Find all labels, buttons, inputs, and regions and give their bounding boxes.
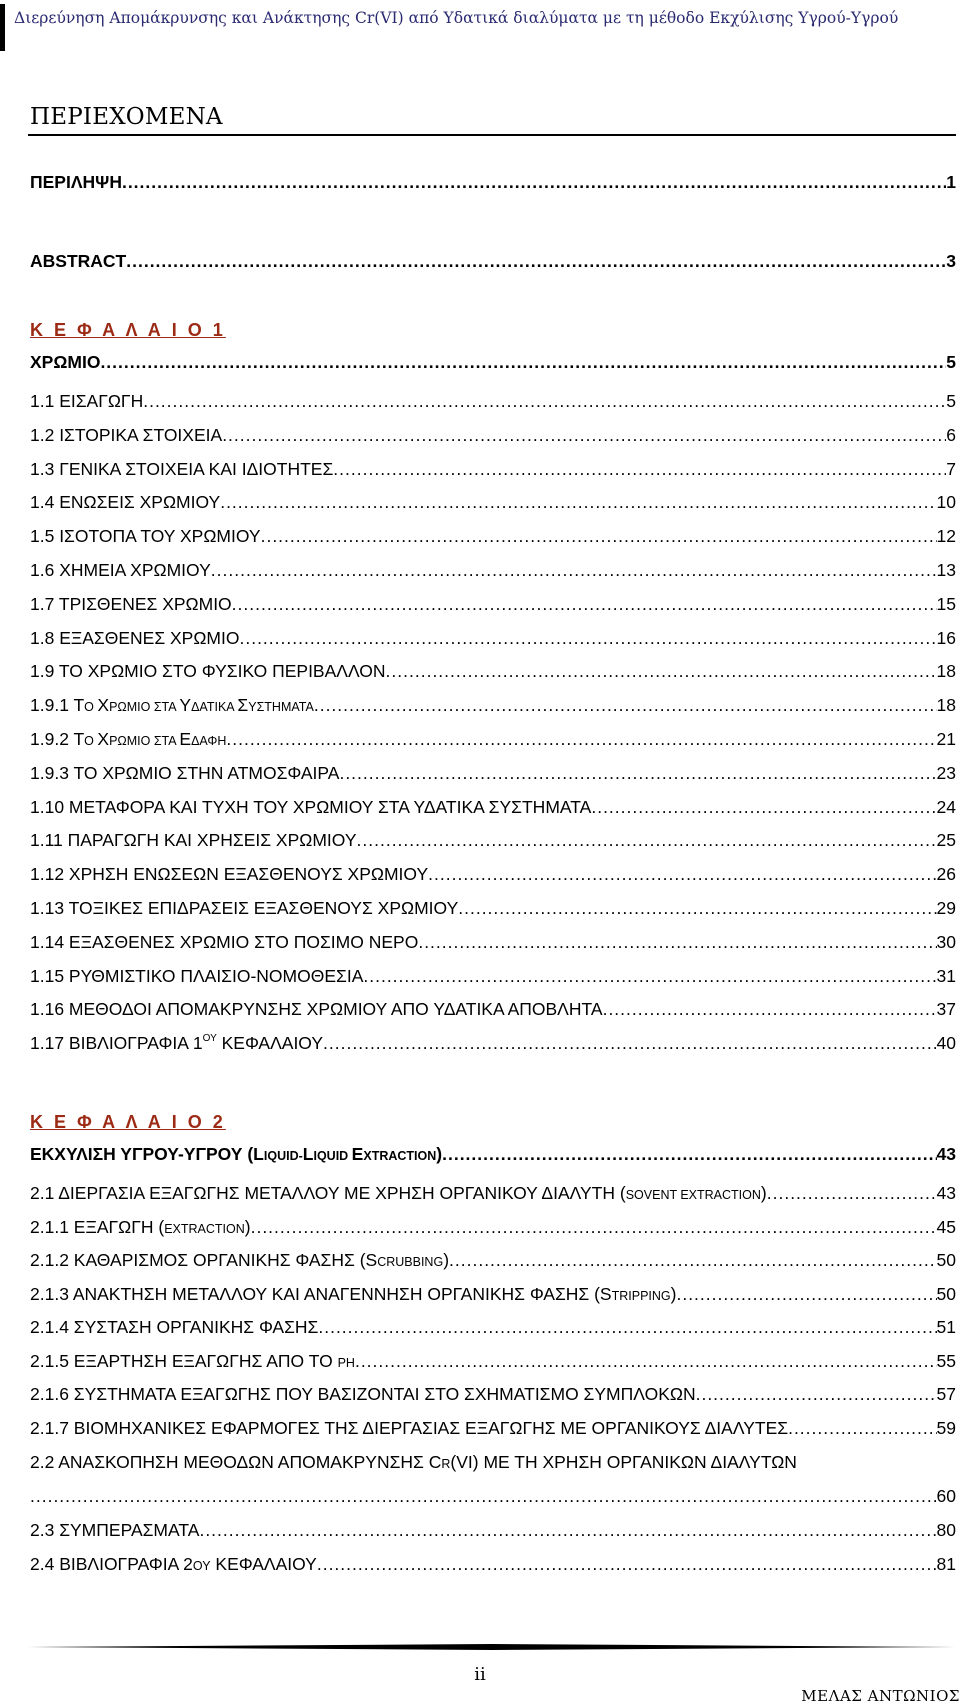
toc-page-number: 43 [936, 1144, 956, 1164]
toc-entry-capital: Χ [97, 695, 110, 716]
toc-entry-text: 1.7 ΤΡΙΣΘΕΝΕΣ ΧΡΩΜΙΟ [30, 593, 232, 614]
toc-entry[interactable] [30, 964, 956, 988]
toc-entry-title [30, 1518, 199, 1542]
toc-page-number: 5 [946, 352, 956, 372]
toc-entry-text: 1.8 ΕΞΑΣΘΕΝΕΣ ΧΡΩΜΙΟ [30, 627, 240, 648]
toc-entry-text-end: ) [670, 1283, 677, 1304]
toc-dot-leader [355, 1349, 937, 1373]
toc-entry-smallcaps: ΔΑΦΗ [191, 734, 227, 748]
toc-dot-leader [603, 997, 937, 1021]
toc-entry-text-end: ΚΕΦΑΛΑΙΟΥ [216, 1033, 324, 1054]
toc-entry-text: 1.15 ΡΥΘΜΙΣΤΙΚΟ ΠΛΑΙΣΙΟ-ΝΟΜΟΘΕΣΙΑ [30, 965, 364, 986]
toc-entry[interactable] [30, 1416, 956, 1440]
toc-entry-capital: Τ [73, 695, 85, 716]
toc-entry[interactable] [30, 761, 956, 785]
toc-entry-title [30, 558, 211, 582]
toc-entry[interactable] [30, 1552, 956, 1578]
toc-entry[interactable] [30, 423, 956, 447]
toc-dot-leader [357, 828, 937, 852]
toc-entry[interactable] [30, 1315, 956, 1339]
toc-entry-title [30, 930, 418, 954]
toc-entry-text: 1.9.1 [30, 695, 74, 716]
toc-dot-leader [449, 1248, 937, 1272]
toc-entry-title [30, 693, 314, 719]
toc-page-number: 13 [936, 560, 956, 580]
toc-entry[interactable] [30, 558, 956, 582]
toc-entry[interactable] [30, 389, 956, 413]
toc-dot-leader [251, 1215, 937, 1239]
toc-entry-text: 1.5 ΙΣΟΤΟΠΑ ΤΟΥ ΧΡΩΜΙΟΥ [30, 526, 261, 547]
toc-entry[interactable] [30, 1215, 956, 1241]
toc-entry-text: 2.4 ΒΙΒΛΙΟΓΡΑΦΙΑ 2 [30, 1553, 193, 1574]
toc-entry-smallcaps: IQUID [313, 1149, 352, 1163]
toc-entry-title [30, 1215, 251, 1241]
toc-entry-capital: Σ [237, 695, 249, 716]
toc-dot-leader [232, 592, 937, 616]
toc-entry-text: 1.6 ΧΗΜΕΙΑ ΧΡΩΜΙΟΥ [30, 560, 211, 580]
toc-dot-leader [767, 1181, 937, 1205]
toc-entry-title [30, 490, 220, 514]
toc-entry-smallcaps: CRUBBING [377, 1255, 444, 1269]
toc-page-number: 31 [936, 965, 956, 986]
toc-entry-title [30, 1282, 676, 1308]
toc-entry-smallcaps: SOVENT EXTRACTION [625, 1188, 761, 1202]
toc-page-number: 37 [936, 999, 956, 1020]
toc-entry-text: 1.2 ΙΣΤΟΡΙΚΑ ΣΤΟΙΧΕΙΑ [30, 424, 223, 445]
toc-dot-leader [591, 795, 936, 819]
toc-entry-smallcaps: ΟΥ [192, 1558, 211, 1573]
toc-entry-text: 2.2 ΑΝΑΣΚΟΠΗΣΗ ΜΕΘΟΔΩΝ ΑΠΟΜΑΚΡΥΝΣΗΣ C [30, 1452, 442, 1472]
toc-page-number: 15 [936, 593, 956, 614]
toc-entry[interactable] [30, 1484, 956, 1508]
toc-entry-text: 2.1.5 ΕΞΑΡΤΗΣΗ ΕΞΑΓΩΓΗΣ ΑΠΟ ΤΟ [30, 1350, 338, 1371]
toc-entry[interactable] [30, 795, 956, 819]
toc-dot-leader [226, 727, 936, 751]
toc-entry-text: 1.9.2 [30, 729, 74, 749]
toc-entry-title [30, 170, 122, 194]
toc-entry-text: 2.1.7 ΒΙΟΜΗΧΑΝΙΚΕΣ ΕΦΑΡΜΟΓΕΣ ΤΗΣ ΔΙΕΡΓΑΣΙΑΣ ΕΞΑΓΩΓΗΣ ΜΕ ΟΡΓΑΝΙΚΟΥΣ ΔΙΑΛΥΤΕΣ [30, 1417, 789, 1438]
toc-entry-text-end: ) [760, 1183, 767, 1203]
toc-dot-leader [363, 964, 936, 988]
toc-dot-leader [317, 1552, 937, 1576]
toc-entry-text: 1.17 ΒΙΒΛΙΟΓΡΑΦΙΑ 1 [30, 1033, 203, 1054]
toc-entry-title [30, 1349, 355, 1375]
toc-entry-smallcaps: ΥΣΤΗΜΑΤΑ [248, 700, 314, 715]
toc-page-number: 80 [936, 1520, 956, 1540]
toc-entry[interactable] [30, 727, 956, 753]
chapter-2-label: Κ Ε Φ Α Λ Α Ι Ο 2 [30, 1112, 226, 1132]
toc-entry-text: 1.3 ΓΕΝΙΚΑ ΣΤΟΙΧΕΙΑ ΚΑΙ ΙΔΙΟΤΗΤΕΣ [30, 458, 334, 479]
toc-entry-title [30, 592, 232, 616]
toc-entry[interactable] [30, 170, 956, 194]
toc-dot-leader [318, 1315, 936, 1339]
toc-dot-leader [458, 896, 936, 920]
toc-entry-text-end: ) [436, 1144, 443, 1164]
toc-entry-text: ΠΕΡΙΛΗΨΗ [30, 172, 122, 192]
toc-entry-title [30, 350, 100, 374]
toc-entry[interactable] [30, 457, 956, 481]
toc-dot-leader [788, 1416, 936, 1440]
toc-dot-leader [386, 659, 937, 683]
toc-entry-title [30, 659, 386, 683]
toc-entry-smallcaps: XTRACTION [363, 1149, 437, 1163]
toc-entry-title [30, 862, 428, 886]
toc-entry-title [30, 828, 357, 852]
toc-entry-text: 1.16 ΜΕΘΟΔΟΙ ΑΠΟΜΑΚΡΥΝΣΗΣ ΧΡΩΜΙΟΥ ΑΠΟ ΥΔΑΤΙΚΑ ΑΠΟΒΛΗΤΑ [30, 999, 603, 1020]
toc-entry[interactable] [30, 896, 956, 920]
toc-entry-superscript: ΟΥ [202, 1033, 217, 1045]
toc-entry-title [30, 626, 239, 650]
toc-entry-text: 2.1.2 ΚΑΘΑΡΙΣΜΟΣ ΟΡΓΑΝΙΚΗΣ ΦΑΣΗΣ (S [30, 1250, 378, 1270]
toc-entry[interactable] [30, 249, 956, 273]
toc-entry-title [30, 727, 226, 753]
toc-entry-text: 1.11 ΠΑΡΑΓΩΓΗ ΚΑΙ ΧΡΗΣΕΙΣ ΧΡΩΜΙΟΥ [30, 830, 357, 851]
toc-entry-title [30, 249, 126, 273]
toc-entry-text: 1.1 ΕΙΣΑΓΩΓΗ [30, 391, 144, 411]
toc-entry-text-end: ) [443, 1250, 450, 1270]
header-title: Διερεύνηση Απομάκρυνσης και Ανάκτησης Cr(VI) από Υδατικά διαλύματα με τη μέθοδο Εκχύλισης Υγρού-Υγρού [14, 9, 899, 27]
toc-entry[interactable] [30, 490, 956, 514]
toc-entry-title [30, 1416, 788, 1440]
toc-entry-title [30, 761, 339, 785]
toc-entry-smallcaps: ΡΩΜΙΟ ΣΤΑ [109, 700, 180, 715]
toc-entry-smallcaps: ΔΑΤΙΚΑ [191, 700, 238, 715]
toc-entry[interactable] [30, 828, 956, 852]
toc-entry-text: ΕΚΧΥΛΙΣΗ ΥΓΡΟΥ-ΥΓΡΟΥ ( [30, 1144, 254, 1164]
toc-dot-leader [30, 1484, 937, 1508]
toc-dot-leader [143, 389, 946, 413]
toc-dot-leader [428, 862, 936, 886]
toc-entry-title [30, 457, 333, 481]
toc-entry[interactable] [30, 1349, 956, 1375]
toc-page-number: 50 [936, 1250, 956, 1270]
toc-entry-text: 1.9.3 ΤΟ ΧΡΩΜΙΟ ΣΤΗΝ ΑΤΜΟΣΦΑΙΡΑ [30, 762, 340, 783]
toc-entry-text: 2.1.3 ΑΝΑΚΤΗΣΗ ΜΕΤΑΛΛΟΥ ΚΑΙ ΑΝΑΓΕΝΝΗΣΗ ΟΡΓΑΝΙΚΗΣ ΦΑΣΗΣ (S [30, 1283, 612, 1304]
toc-entry-capital: Χ [97, 729, 110, 749]
toc-entry-title [30, 1382, 696, 1406]
toc-entry-text: 1.9 ΤΟ ΧΡΩΜΙΟ ΣΤΟ ΦΥΣΙΚΟ ΠΕΡΙΒΑΛΛΟΝ [30, 661, 386, 682]
toc-entry-text: 1.10 ΜΕΤΑΦΟΡΑ ΚΑΙ ΤΥΧΗ ΤΟΥ ΧΡΩΜΙΟΥ ΣΤΑ ΥΔΑΤΙΚΑ ΣΥΣΤΗΜΑΤΑ [30, 796, 592, 817]
toc-dot-leader [418, 930, 936, 954]
toc-entry-smallcaps: IQUID- [263, 1149, 303, 1163]
toc-dot-leader [333, 457, 946, 481]
toc-entry-text-end: ) [244, 1216, 251, 1237]
toc-dot-leader [696, 1382, 937, 1406]
toc-dot-leader [220, 490, 936, 514]
toc-page-number: 10 [936, 492, 956, 513]
toc-page-number: 40 [936, 1033, 956, 1054]
toc-entry-title [30, 1552, 317, 1578]
toc-dot-leader [314, 693, 937, 717]
toc-page-number: 55 [936, 1350, 956, 1371]
toc-entry-smallcaps: Ο [84, 700, 98, 715]
toc-entry-capital: Ε [179, 729, 192, 749]
toc-entry-capital: E [351, 1144, 364, 1164]
toc-entry-smallcaps: R [441, 1457, 451, 1471]
toc-dot-leader [239, 626, 936, 650]
toc-dot-leader [126, 249, 946, 273]
toc-page-number: 23 [936, 762, 956, 783]
running-header [0, 0, 960, 40]
toc-entry-text: 1.12 ΧΡΗΣΗ ΕΝΩΣΕΩΝ ΕΞΑΣΘΕΝΟΥΣ ΧΡΩΜΙΟΥ [30, 864, 429, 885]
toc-dot-leader [323, 1031, 936, 1055]
toc-dot-leader [676, 1282, 936, 1306]
toc-page-number: 60 [936, 1486, 956, 1506]
toc-entry-wrapped-title[interactable] [30, 1450, 956, 1476]
toc-entry-title [30, 896, 458, 920]
toc-entry-title [30, 1031, 323, 1059]
toc-entry-text: 1.14 ΕΞΑΣΘΕΝΕΣ ΧΡΩΜΙΟ ΣΤΟ ΠΟΣΙΜΟ ΝΕΡΟ [30, 931, 419, 952]
toc-page-number: 43 [936, 1183, 956, 1203]
toc-dot-leader [211, 558, 937, 582]
toc-entry-smallcaps: PH [337, 1355, 355, 1370]
toc-entry-text: 2.1.6 ΣΥΣΤΗΜΑΤΑ ΕΞΑΓΩΓΗΣ ΠΟΥ ΒΑΣΙΖΟΝΤΑΙ ΣΤΟ ΣΧΗΜΑΤΙΣΜΟ ΣΥΜΠΛΟΚΩΝ [30, 1384, 696, 1404]
toc-entry-title [30, 1315, 318, 1339]
toc-entry-text: 2.1.4 ΣΥΣΤΑΣΗ ΟΡΓΑΝΙΚΗΣ ΦΑΣΗΣ [30, 1317, 319, 1337]
toc-entry[interactable] [30, 862, 956, 886]
footer-rule [28, 1644, 956, 1650]
toc-heading: ΠΕΡΙΕΧΟΜΕΝΑ [30, 104, 223, 130]
toc-page-number: 16 [936, 627, 956, 648]
toc-entry-title [30, 964, 363, 988]
toc-entry-capital: L [253, 1144, 264, 1164]
toc-dot-leader [261, 524, 937, 548]
toc-entry-smallcaps: EXTRACTION [164, 1221, 245, 1236]
toc-entry-title [30, 389, 143, 413]
toc-entry[interactable] [30, 930, 956, 954]
toc-page-number: 29 [936, 898, 956, 918]
toc-dot-leader [339, 761, 936, 785]
toc-entry-text: 1.4 ΕΝΩΣΕΙΣ ΧΡΩΜΙΟΥ [30, 492, 221, 513]
toc-entry-smallcaps: Ο [84, 734, 98, 748]
toc-entry-text-end: ΚΕΦΑΛΑΙΟΥ [210, 1553, 317, 1574]
toc-entry-text: ABSTRACT [30, 251, 127, 271]
toc-page-number: 59 [936, 1417, 956, 1438]
toc-entry-capital: L [302, 1144, 314, 1164]
toc-entry-capital: Υ [179, 695, 192, 716]
toc-entry[interactable] [30, 693, 956, 719]
toc-entry-text: ΧΡΩΜΙΟ [30, 352, 101, 372]
chapter-1-label: Κ Ε Φ Α Λ Α Ι Ο 1 [30, 320, 226, 340]
author-name: ΜΕΛΑΣ ΑΝΤΩΝΙΟΣ [801, 1687, 960, 1705]
toc-entry-title [30, 1181, 767, 1207]
toc-entry-text: 2.3 ΣΥΜΠΕΡΑΣΜΑΤΑ [30, 1520, 200, 1540]
toc-entry[interactable] [30, 626, 956, 650]
toc-page-number: 3 [946, 251, 956, 271]
toc-entry[interactable] [30, 1518, 956, 1542]
toc-entry[interactable] [30, 1248, 956, 1274]
toc-entry-text: 2.1.1 ΕΞΑΓΩΓΗ ( [30, 1216, 165, 1237]
toc-page-number: 26 [936, 864, 956, 885]
toc-entry-text: 2.1 ΔΙΕΡΓΑΣΙΑ ΕΞΑΓΩΓΗΣ ΜΕΤΑΛΛΟΥ ΜΕ ΧΡΗΣΗ ΟΡΓΑΝΙΚΟΥ ΔΙΑΛΥΤΗ ( [30, 1183, 626, 1203]
toc-dot-leader [199, 1518, 936, 1542]
toc-page-number: 1 [946, 172, 956, 192]
toc-entry[interactable] [30, 997, 956, 1021]
toc-page-number: 7 [946, 458, 956, 479]
toc-entry[interactable] [30, 659, 956, 683]
toc-entry[interactable] [30, 592, 956, 616]
toc-entry[interactable] [30, 1181, 956, 1207]
toc-page-number: 21 [936, 729, 956, 749]
toc-page-number: 25 [936, 830, 956, 851]
toc-dot-leader [222, 423, 946, 447]
toc-page-number: 57 [936, 1384, 956, 1404]
toc-entry[interactable] [30, 1031, 956, 1059]
toc-entry-title [30, 423, 222, 447]
toc-entry-capital: Τ [73, 729, 85, 749]
toc-page-number: 6 [946, 424, 956, 445]
toc-entry[interactable] [30, 1142, 956, 1168]
toc-dot-leader [442, 1142, 936, 1166]
toc-page-number: 24 [936, 796, 956, 817]
toc-entry-text: 1.13 ΤΟΞΙΚΕΣ ΕΠΙΔΡΑΣΕΙΣ ΕΞΑΣΘΕΝΟΥΣ ΧΡΩΜΙΟΥ [30, 898, 459, 918]
toc-entry-smallcaps: TRIPPING [611, 1288, 671, 1303]
toc-entry-title [30, 1248, 449, 1274]
toc-page-number: 81 [936, 1553, 956, 1574]
toc-entry-title [30, 997, 603, 1021]
toc-entry-title [30, 1142, 442, 1168]
toc-dot-leader [100, 350, 946, 374]
toc-page-number: 12 [936, 526, 956, 547]
toc-entry[interactable] [30, 350, 956, 374]
toc-entry-title [30, 795, 591, 819]
toc-page-number: 18 [936, 695, 956, 716]
toc-page-number: 50 [936, 1283, 956, 1304]
toc-page-number: 51 [936, 1317, 956, 1337]
toc-dot-leader [122, 170, 946, 194]
toc-page-number: 30 [936, 931, 956, 952]
page-number: ii [474, 1664, 486, 1685]
toc-heading-rule [28, 134, 956, 136]
toc-page-number: 45 [936, 1216, 956, 1237]
toc-entry[interactable] [30, 1282, 956, 1308]
toc-entry-title [30, 524, 261, 548]
header-bar [0, 4, 5, 51]
toc-entry-smallcaps: ΡΩΜΙΟ ΣΤΑ [109, 734, 180, 748]
toc-entry-text-end: (VI) ΜΕ ΤΗ ΧΡΗΣΗ ΟΡΓΑΝΙΚΩΝ ΔΙΑΛΥΤΩΝ [450, 1452, 797, 1472]
toc-entry[interactable] [30, 524, 956, 548]
toc-page-number: 5 [946, 391, 956, 411]
toc-page-number: 18 [936, 661, 956, 682]
toc-entry[interactable] [30, 1382, 956, 1406]
